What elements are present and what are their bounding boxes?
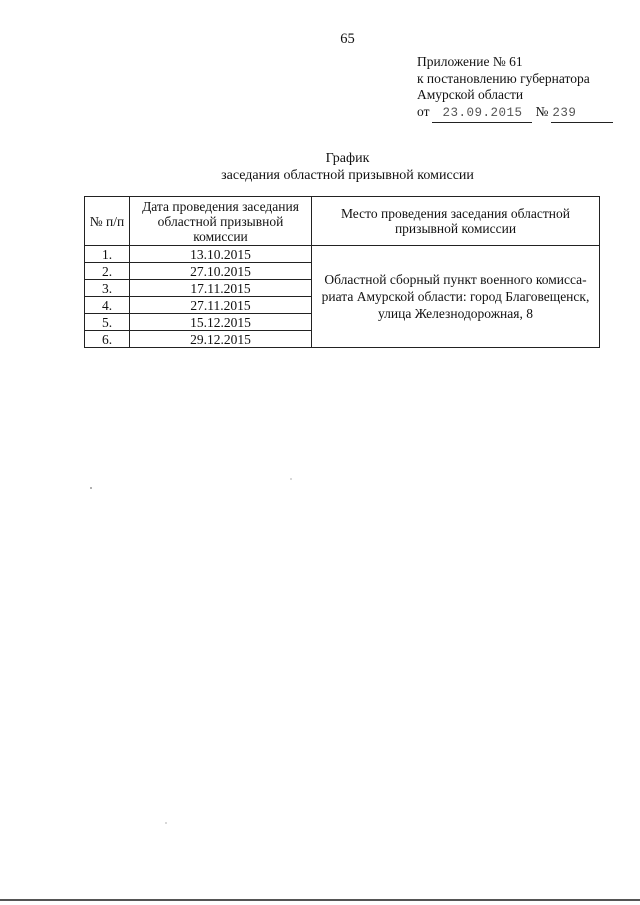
number-prefix: №	[535, 103, 549, 119]
row-date: 13.10.2015	[130, 246, 312, 263]
appendix-line-2: к постановлению губернатора	[417, 70, 590, 86]
schedule-table	[84, 196, 600, 348]
appendix-line-1: Приложение № 61	[417, 54, 523, 69]
header-number: № п/п	[85, 197, 130, 246]
date-field: 23.09.2015	[432, 107, 532, 123]
row-date: 29.12.2015	[130, 331, 312, 348]
row-number: 4.	[85, 297, 130, 314]
row-number: 6.	[85, 331, 130, 348]
row-date: 27.10.2015	[130, 263, 312, 280]
date-prefix: от	[417, 103, 430, 119]
row-number: 2.	[85, 263, 130, 280]
row-number: 3.	[85, 280, 130, 297]
row-date: 15.12.2015	[130, 314, 312, 331]
row-date: 27.11.2015	[130, 297, 312, 314]
page-number: 65	[340, 31, 355, 47]
scan-speck	[165, 822, 167, 824]
header-place: Место проведения заседания областной призывной комиссии	[312, 197, 600, 246]
appendix-block	[417, 54, 617, 123]
header-date: Дата проведения заседания областной призывной комиссии	[130, 197, 312, 246]
document-subtitle: заседания областной призывной комиссии	[221, 168, 474, 183]
scan-edge-line	[0, 899, 640, 901]
appendix-line-3: Амурской области	[417, 87, 524, 102]
appendix-date-line	[417, 104, 617, 123]
meeting-place: Областной сборный пункт военного комисса-риата Амурской области: город Благовещенск, улица Железнодорожная, 8	[312, 246, 600, 348]
scan-speck	[290, 478, 292, 480]
table-row	[85, 246, 600, 263]
document-title: График	[325, 151, 370, 166]
row-number: 5.	[85, 314, 130, 331]
number-field: 239	[551, 107, 613, 123]
row-number: 1.	[85, 246, 130, 263]
scan-speck	[90, 487, 92, 489]
table-header-row	[85, 197, 600, 246]
row-date: 17.11.2015	[130, 280, 312, 297]
